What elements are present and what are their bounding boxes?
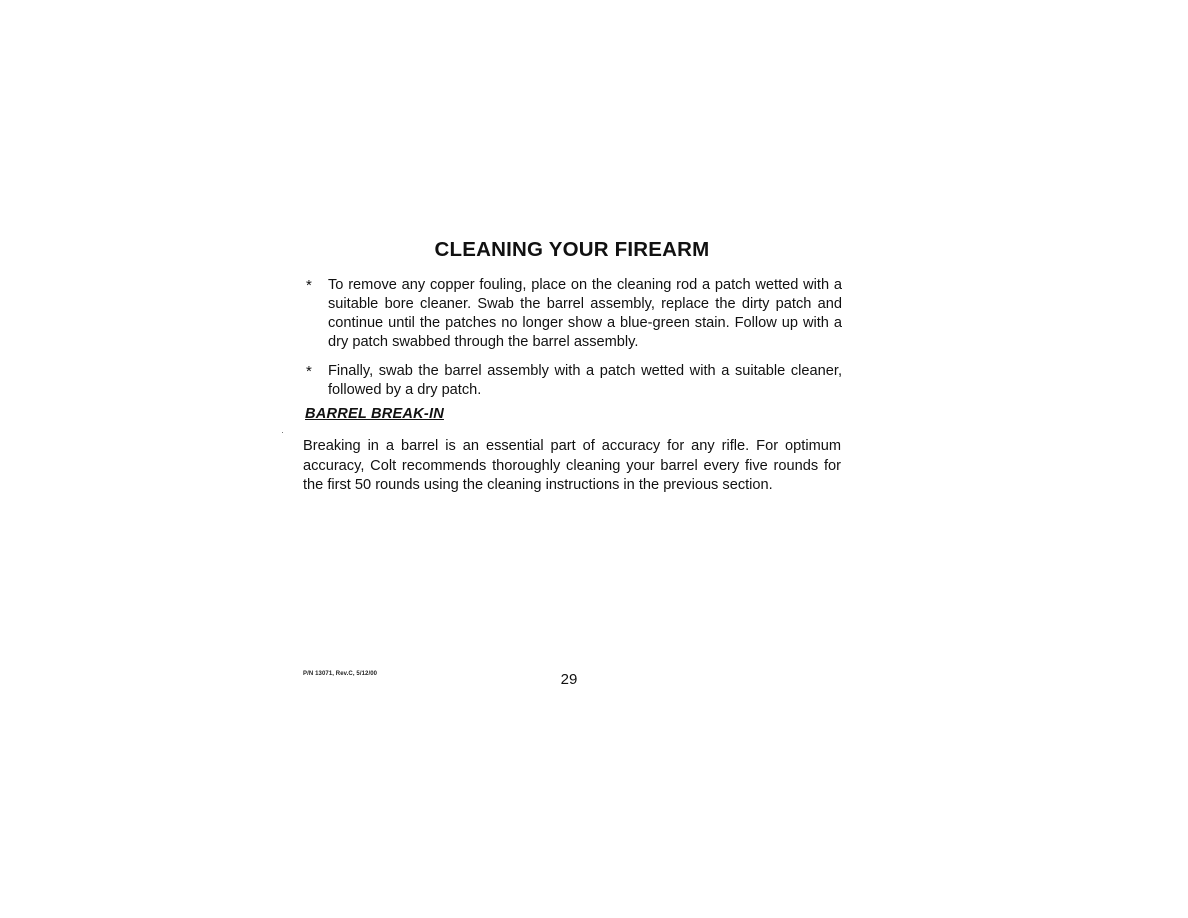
page-title: CLEANING YOUR FIREARM (434, 238, 710, 261)
bullet-text: Finally, swab the barrel assembly with a patch wetted with a suitable cleaner, followed by a dry patch. (328, 363, 842, 398)
section-heading-barrel-break-in: BARREL BREAK-IN (305, 406, 444, 422)
bullet-item-copper-fouling (306, 276, 842, 352)
bullet-asterisk-icon: * (306, 363, 312, 380)
bullet-item-final-swab (306, 362, 842, 400)
body-paragraph: Breaking in a barrel is an essential part of accuracy for any rifle. For optimum accuracy, Colt recommends thoroughly cleaning your barrel every five rounds for the first 50 rounds using the cleaning instructions in the previous section. (303, 438, 841, 493)
bullet-text: To remove any copper fouling, place on the cleaning rod a patch wetted with a suitable bore cleaner. Swab the barrel assembly, replace the dirty patch and continue until the patches no longer show a blue-green stain. Follow up with a dry patch swabbed through the barrel assembly. (328, 277, 842, 350)
bullet-asterisk-icon: * (306, 277, 312, 294)
scan-speck (282, 432, 283, 433)
part-number-code: P/N 13071, Rev.C, 5/12/00 (303, 671, 378, 677)
page-number: 29 (560, 671, 578, 688)
